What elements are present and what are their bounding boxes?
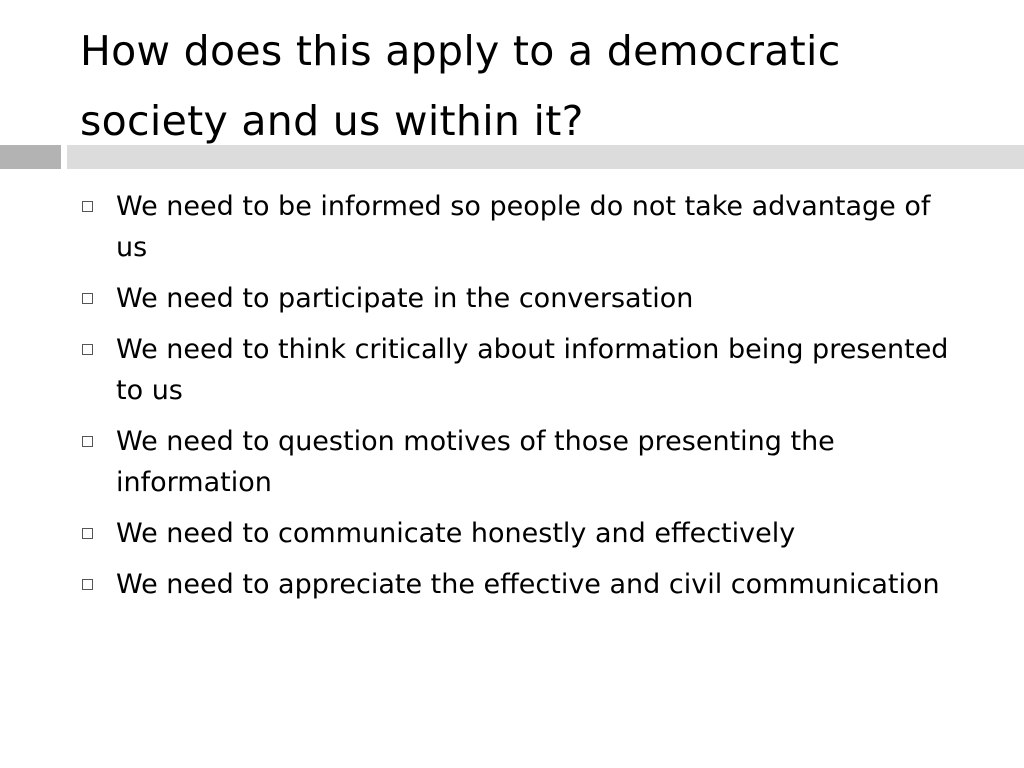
hollow-square-icon <box>82 344 93 355</box>
slide-title: How does this apply to a democratic society and us within it? <box>80 27 841 145</box>
bullet-text: We need to be informed so people do not take advantage of us <box>116 191 931 263</box>
bullet-text: We need to participate in the conversation <box>116 283 694 314</box>
bullet-item <box>78 329 958 411</box>
title-divider-accent <box>0 145 61 169</box>
hollow-square-icon <box>82 293 93 304</box>
hollow-square-icon <box>82 579 93 590</box>
bullet-item <box>78 278 958 319</box>
bullet-item <box>78 186 958 268</box>
bullet-text: We need to communicate honestly and effectively <box>116 518 796 549</box>
bullet-list <box>78 186 958 615</box>
bullet-text: We need to question motives of those presenting the information <box>116 426 835 498</box>
hollow-square-icon <box>82 436 93 447</box>
bullet-text: We need to think critically about information being presented to us <box>116 334 949 406</box>
hollow-square-icon <box>82 528 93 539</box>
bullet-item <box>78 564 958 605</box>
bullet-item <box>78 513 958 554</box>
bullet-text: We need to appreciate the effective and civil communication <box>116 569 940 600</box>
bullet-item <box>78 421 958 503</box>
hollow-square-icon <box>82 201 93 212</box>
title-divider-bar <box>67 145 1024 169</box>
